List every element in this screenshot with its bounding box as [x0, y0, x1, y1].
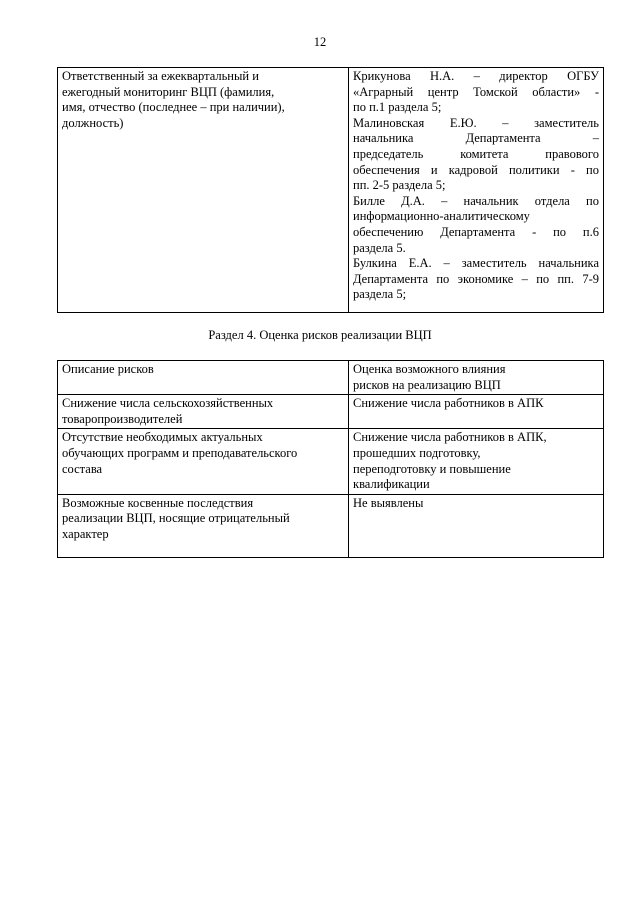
table-row	[58, 395, 604, 429]
person-entry	[353, 116, 599, 194]
cell-line: Не выявлены	[353, 495, 424, 510]
person-entry	[353, 256, 599, 303]
label-line: ежегодный мониторинг ВЦП (фамилия,	[62, 84, 275, 99]
responsibility-label-cell	[58, 68, 349, 313]
person-line: информационно-аналитическому	[353, 209, 530, 224]
person-line: обеспечению Департамента - по п.6	[353, 224, 599, 239]
person-line: раздела 5;	[353, 287, 407, 302]
person-line: «Аграрный центр Томской области» -	[353, 84, 599, 99]
person-line: обеспечения и кадровой политики - по	[353, 162, 599, 177]
cell-line: Возможные косвенные последствия	[62, 495, 254, 510]
person-line: пп. 2-5 раздела 5;	[353, 178, 446, 193]
person-line: Малиновская Е.Ю. – заместитель	[353, 115, 599, 130]
risk-impact-cell	[349, 395, 604, 429]
cell-line: Отсутствие необходимых актуальных	[62, 430, 263, 445]
cell-line: Снижение числа работников в АПК	[353, 396, 544, 411]
risk-description-cell	[58, 395, 349, 429]
person-line: Департамента по экономике – по пп. 7-9	[353, 271, 599, 286]
cell-line: характер	[62, 526, 109, 541]
cell-line: Снижение числа сельскохозяйственных	[62, 396, 274, 411]
risk-table	[57, 360, 604, 558]
header-line: рисков на реализацию ВЦП	[353, 377, 501, 392]
person-entry	[353, 69, 599, 116]
header-risk-description: Описание рисков	[58, 361, 349, 395]
cell-line: реализации ВЦП, носящие отрицательный	[62, 511, 290, 526]
person-line: начальника Департамента –	[353, 131, 599, 146]
person-line: раздела 5.	[353, 240, 406, 255]
cell-line: Снижение числа работников в АПК,	[353, 430, 547, 445]
header-line: Оценка возможного влияния	[353, 362, 506, 376]
cell-line: обучающих программ и преподавательского	[62, 445, 298, 460]
person-line: председатель комитета правового	[353, 146, 599, 161]
responsibility-table	[57, 67, 604, 313]
page-number: 12	[313, 35, 327, 49]
risk-description-cell	[58, 429, 349, 494]
table-row	[58, 494, 604, 557]
table-header-row	[58, 361, 604, 395]
person-entry	[353, 194, 599, 256]
header-risk-impact	[349, 361, 604, 395]
label-line: должность)	[62, 115, 124, 130]
risk-impact-cell	[349, 494, 604, 557]
person-line: Крикунова Н.А. – директор ОГБУ	[353, 69, 599, 83]
cell-line: прошедших подготовку,	[353, 445, 481, 460]
risk-impact-cell	[349, 429, 604, 494]
person-line: Булкина Е.А. – заместитель начальника	[353, 256, 599, 271]
cell-line: квалификации	[353, 477, 430, 492]
section-heading: Раздел 4. Оценка рисков реализации ВЦП	[208, 328, 432, 342]
cell-line: состава	[62, 461, 103, 476]
person-line: Билле Д.А. – начальник отдела по	[353, 193, 599, 208]
cell-line: переподготовку и повышение	[353, 461, 511, 476]
label-line: имя, отчество (последнее – при наличии),	[62, 100, 285, 115]
risk-description-cell	[58, 494, 349, 557]
responsible-persons-cell	[349, 68, 604, 313]
cell-line: товаропроизводителей	[62, 411, 183, 426]
label-line: Ответственный за ежеквартальный и	[62, 69, 259, 83]
person-line: по п.1 раздела 5;	[353, 100, 442, 115]
table-row	[58, 429, 604, 494]
table-row	[58, 68, 604, 313]
